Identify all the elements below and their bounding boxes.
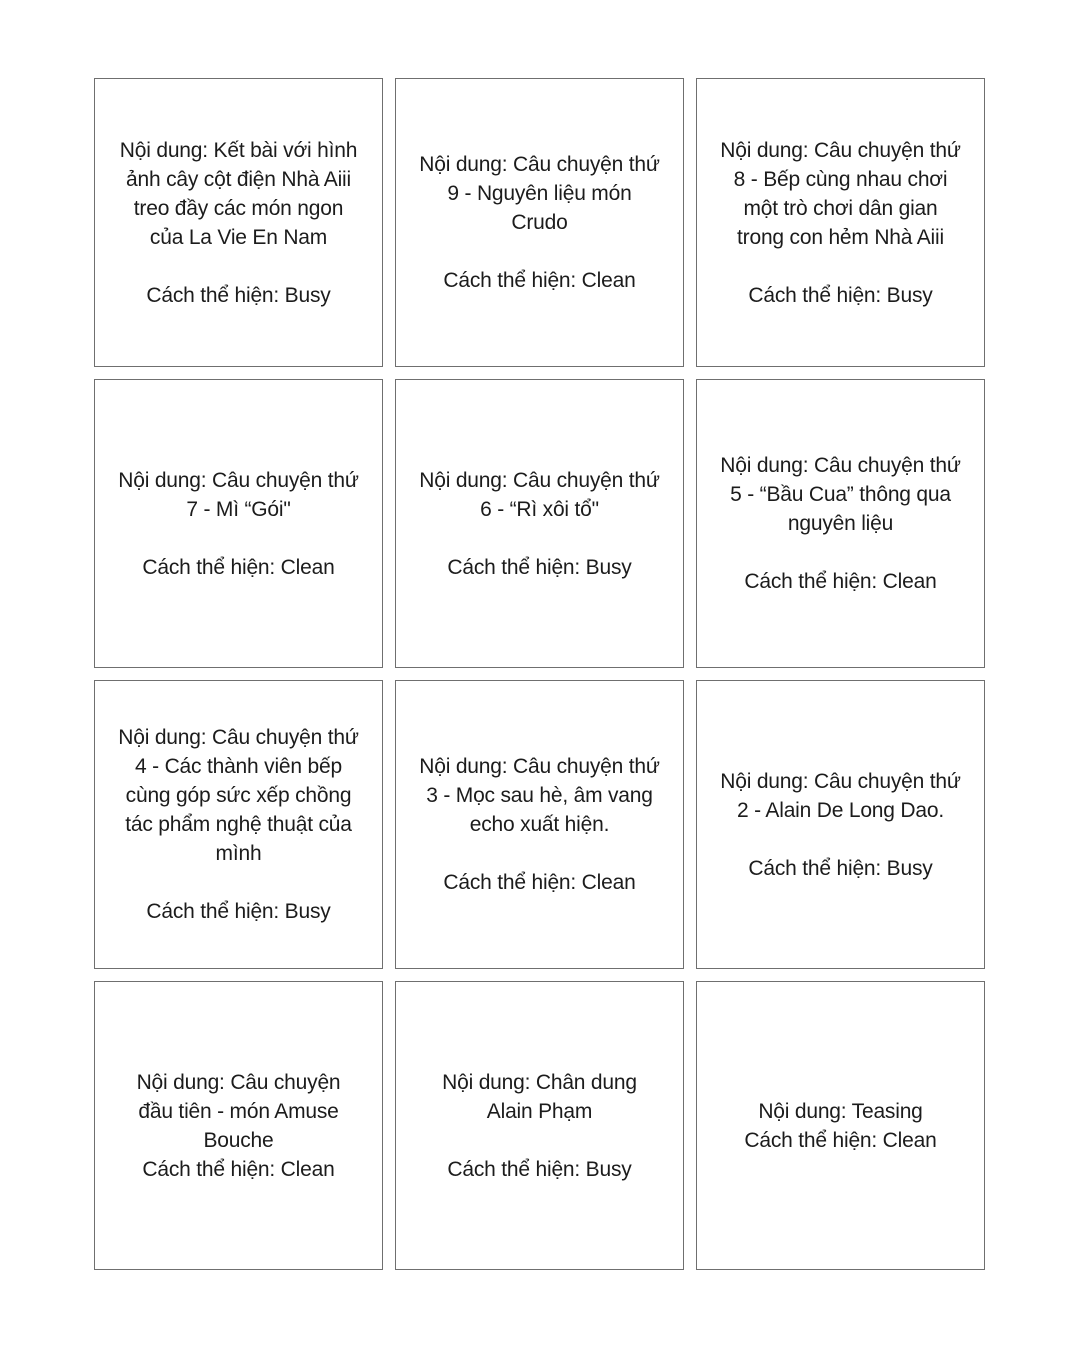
content-card bbox=[696, 78, 985, 367]
content-card bbox=[94, 981, 383, 1270]
card-text: Nội dung: Câu chuyện đầu tiên - món Amuse Bouche Cách thể hiện: Clean bbox=[136, 1070, 341, 1181]
card-text: Nội dung: Chân dung Alain Phạm Cách thể hiện: Busy bbox=[442, 1070, 637, 1181]
card-text: Nội dung: Câu chuyện thứ 5 - “Bầu Cua” thông qua nguyên liệu Cách thể hiện: Clean bbox=[720, 454, 961, 593]
content-card bbox=[94, 680, 383, 969]
content-card bbox=[395, 379, 684, 668]
card-text: Nội dung: Câu chuyện thứ 4 - Các thành viên bếp cùng góp sức xếp chồng tác phẩm nghệ thuật của mình Cách thể hiện: Busy bbox=[118, 726, 359, 923]
card-text: Nội dung: Kết bài với hình ảnh cây cột điện Nhà Aiii treo đầy các món ngon của La Vie En Nam Cách thể hiện: Busy bbox=[119, 138, 358, 307]
content-card bbox=[94, 379, 383, 668]
card-text: Nội dung: Câu chuyện thứ 8 - Bếp cùng nhau chơi một trò chơi dân gian trong con hẻm Nhà Aiii Cách thể hiện: Busy bbox=[720, 138, 961, 307]
content-card bbox=[395, 981, 684, 1270]
card-text: Nội dung: Câu chuyện thứ 6 - “Rì xôi tổ" Cách thể hiện: Busy bbox=[419, 468, 660, 579]
card-text: Nội dung: Teasing Cách thể hiện: Clean bbox=[744, 1099, 937, 1152]
content-card bbox=[696, 981, 985, 1270]
card-text: Nội dung: Câu chuyện thứ 7 - Mì “Gói" Cách thể hiện: Clean bbox=[118, 468, 359, 579]
content-card bbox=[696, 379, 985, 668]
content-card bbox=[696, 680, 985, 969]
card-text: Nội dung: Câu chuyện thứ 9 - Nguyên liệu món Crudo Cách thể hiện: Clean bbox=[419, 153, 660, 292]
card-text: Nội dung: Câu chuyện thứ 3 - Mọc sau hè, âm vang echo xuất hiện. Cách thể hiện: Clean bbox=[419, 755, 660, 894]
content-card bbox=[395, 78, 684, 367]
content-card bbox=[395, 680, 684, 969]
content-card bbox=[94, 78, 383, 367]
card-text: Nội dung: Câu chuyện thứ 2 - Alain De Long Dao. Cách thể hiện: Busy bbox=[720, 769, 961, 880]
content-card-grid bbox=[94, 78, 985, 1270]
